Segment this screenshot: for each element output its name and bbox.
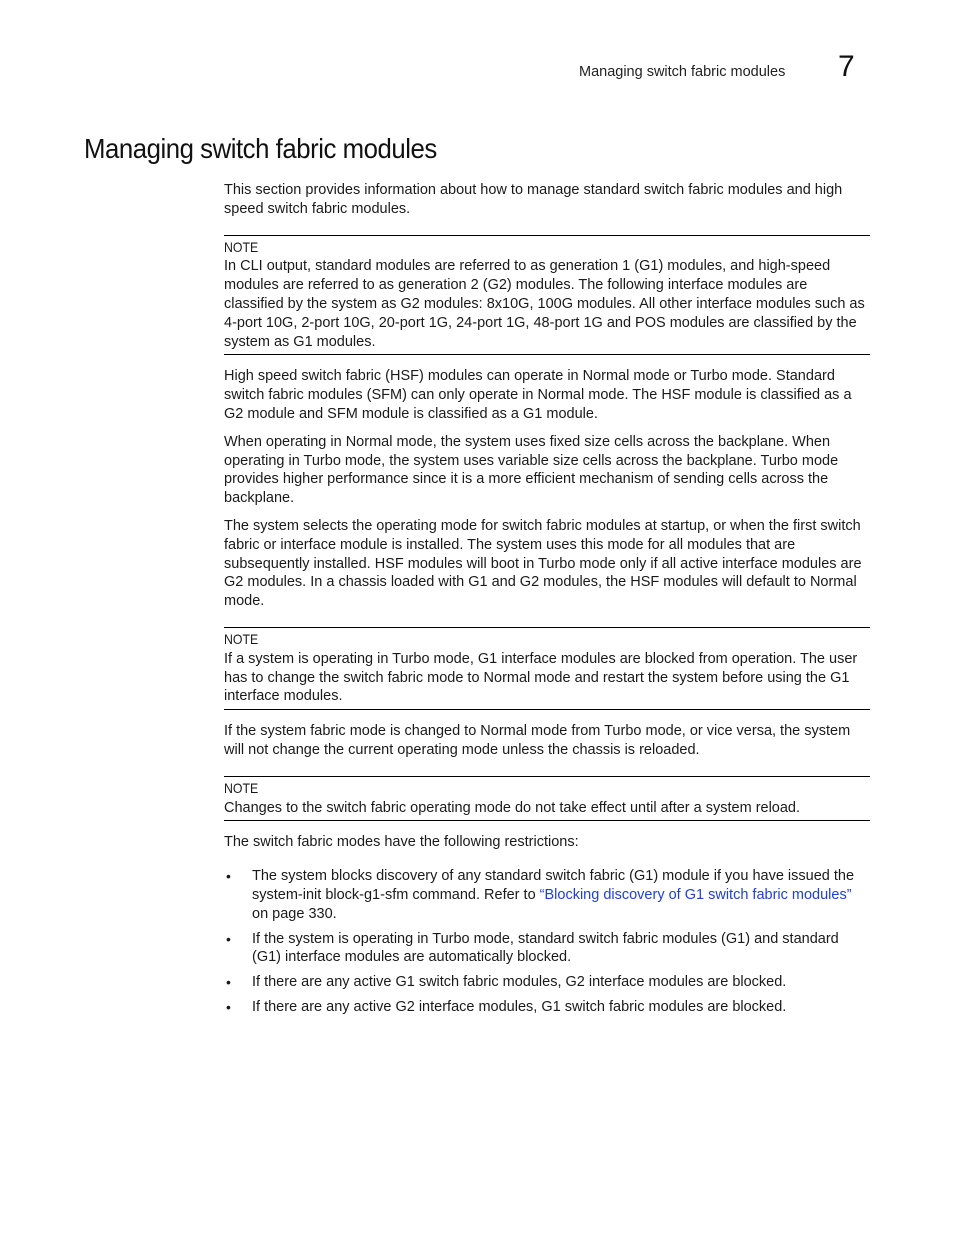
- list-item-text: If the system is operating in Turbo mode, standard switch fabric modules (G1) and standard (G1) interface modules are automatically blocked.: [252, 930, 839, 966]
- list-item-text: If there are any active G1 switch fabric modules, G2 interface modules are blocked.: [252, 974, 787, 991]
- running-header-title: Managing switch fabric modules: [579, 64, 786, 80]
- bullet-icon: •: [226, 930, 231, 947]
- list-item-text: on page 330.: [252, 905, 337, 922]
- list-item: [224, 998, 870, 1017]
- note-label: NOTE: [224, 238, 259, 255]
- chapter-number: 7: [838, 50, 855, 83]
- note-box-reload: [224, 776, 870, 822]
- list-item-text: The system blocks discovery of any standard switch fabric (G1) module if you have issued the system-init block-g1-sfm command. Refer to: [252, 868, 855, 903]
- bullet-icon: •: [226, 998, 231, 1015]
- paragraph-mode-selection: The system selects the operating mode for switch fabric modules at startup, or when the first switch fabric or interface module is installed. The system uses this mode for all modules that are subsequently installed. HSF modules will boot in Turbo mode only if all active interface modules are G2 modules. In a chassis loaded with G1 and G2 modules, the HSF modules will default to Normal mode.: [224, 517, 862, 610]
- bullet-icon: •: [226, 974, 231, 991]
- note-label: NOTE: [224, 630, 259, 647]
- list-item: [224, 973, 870, 992]
- note-box-turbo-mode: [224, 627, 870, 710]
- paragraph-mode-change: If the system fabric mode is changed to Normal mode from Turbo mode, or vice versa, the system will not change the current operating mode unless the chassis is reloaded.: [224, 723, 851, 758]
- note-text: In CLI output, standard modules are referred to as generation 1 (G1) modules, and high-speed modules are referred to as generation 2 (G2) modules. The following interface modules are classified by the system as G2 modules: 8x10G, 100G modules. All other interface modules such as 4-port 10G, 2-port 10G, 20-port 1G, 24-port 1G, 48-port 1G and POS modules are classified by the system as G1 modules.: [224, 258, 865, 350]
- blocking-discovery-link[interactable]: “Blocking discovery of G1 switch fabric modules”: [539, 886, 852, 903]
- note-text: If a system is operating in Turbo mode, G1 interface modules are blocked from operation. The user has to change the switch fabric mode to Normal mode and restart the system before using the G1 interface modules.: [224, 650, 858, 705]
- list-item: [224, 930, 870, 968]
- bullet-icon: •: [226, 868, 231, 885]
- paragraph-hsf-modes: High speed switch fabric (HSF) modules can operate in Normal mode or Turbo mode. Standard switch fabric modules (SFM) can only operate in Normal mode. The HSF module is classified as a G2 module and SFM module is classified as a G1 module.: [224, 368, 852, 422]
- main-content: [224, 181, 870, 1023]
- paragraph-cell-sizes: When operating in Normal mode, the system uses fixed size cells across the backplane. When operating in Turbo mode, the system uses variable size cells across the backplane. Turbo mode provides higher performance since it is a more efficient mechanism of sending cells across the backplane.: [224, 433, 839, 507]
- restrictions-list: [224, 867, 870, 1017]
- note-box-cli-output: [224, 235, 870, 356]
- page-title: Managing switch fabric modules: [84, 133, 437, 164]
- note-label: NOTE: [224, 779, 259, 796]
- list-item-text: If there are any active G2 interface modules, G1 switch fabric modules are blocked.: [252, 998, 787, 1015]
- restrictions-intro: The switch fabric modes have the following restrictions:: [224, 834, 579, 851]
- intro-paragraph: This section provides information about how to manage standard switch fabric modules and high speed switch fabric modules.: [224, 182, 843, 217]
- note-text: Changes to the switch fabric operating mode do not take effect until after a system reload.: [224, 799, 801, 816]
- list-item: [224, 867, 870, 923]
